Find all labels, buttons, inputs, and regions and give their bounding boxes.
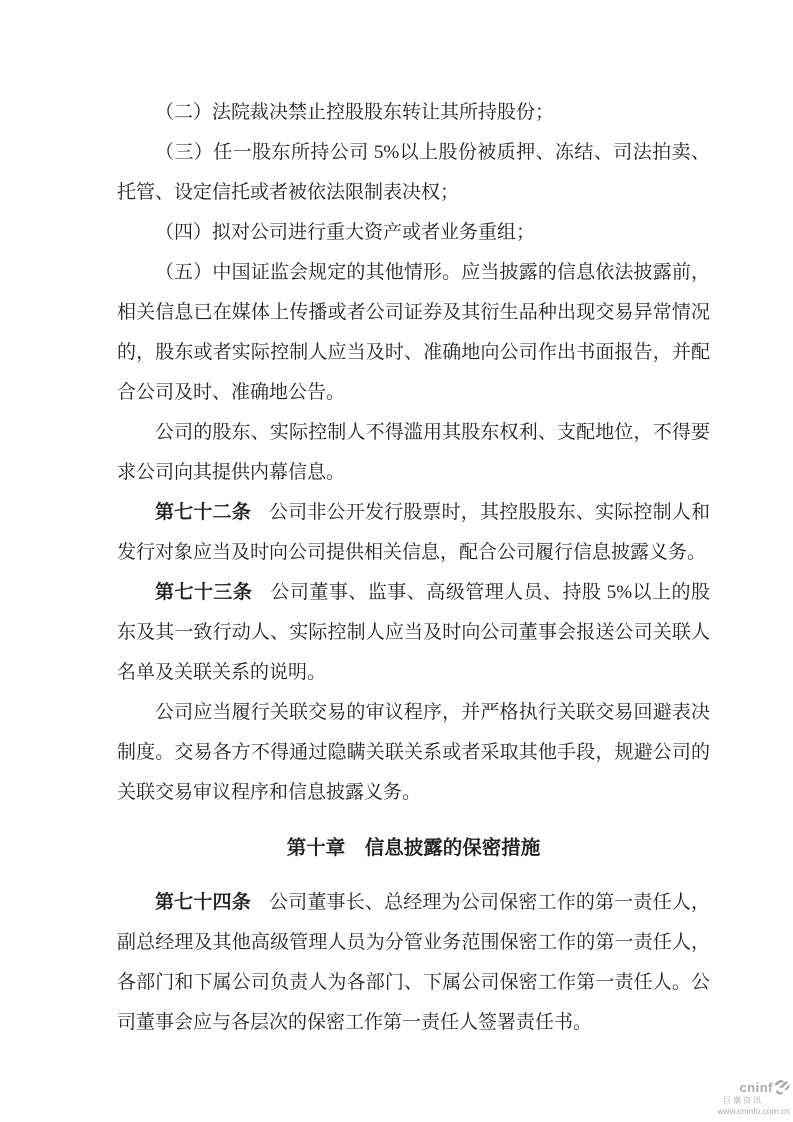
article-73-text: 公司董事、监事、高级管理人员、持股 5%以上的股东及其一致行动人、实际控制人应当及时向公司董事会报送公司关联人名单及关联关系的说明。: [117, 582, 710, 683]
paragraph-text: （四）拟对公司进行重大资产或者业务重组；: [155, 222, 536, 243]
cninfo-logo-text: cninf: [739, 1079, 773, 1095]
paragraph-item-4: [117, 213, 710, 253]
article-73-number: 第七十三条: [155, 582, 253, 603]
paragraph-text: （二）法院裁决禁止控股股东转让其所持股份；: [155, 102, 555, 123]
paragraph-item-5: [117, 253, 710, 413]
document-body: [117, 93, 710, 1043]
cninfo-watermark: [706, 1080, 790, 1116]
paragraph-text: 公司应当履行关联交易的审议程序，并严格执行关联交易回避表决制度。交易各方不得通过隐瞒关联关系或者采取其他手段，规避公司的关联交易审议程序和信息披露义务。: [117, 702, 710, 803]
paragraph-item-2: [117, 93, 710, 133]
article-73: [117, 573, 710, 693]
paragraph-item-3: [117, 133, 710, 213]
cninfo-swirl-icon: [774, 1080, 790, 1095]
article-74-text: 公司董事长、总经理为公司保密工作的第一责任人，副总经理及其他高级管理人员为分管业务范围保密工作的第一责任人，各部门和下属公司负责人为各部门、下属公司保密工作第一责任人。公司董事会应与各层次的保密工作第一责任人签署责任书。: [117, 892, 710, 1033]
article-72-number: 第七十二条: [155, 502, 251, 523]
cninfo-logo-chinese: 巨潮资讯: [723, 1095, 763, 1105]
paragraph-related-transactions: [117, 693, 710, 813]
article-72: [117, 493, 710, 573]
article-74: [117, 883, 710, 1043]
article-74-number: 第七十四条: [155, 892, 251, 913]
paragraph-text: 公司的股东、实际控制人不得滥用其股东权利、支配地位，不得要求公司向其提供内幕信息。: [117, 422, 710, 483]
chapter-10-heading: 第十章 信息披露的保密措施: [286, 838, 541, 859]
paragraph-shareholder-duty: [117, 413, 710, 493]
article-72-text: 公司非公开发行股票时，其控股股东、实际控制人和发行对象应当及时向公司提供相关信息，配合公司履行信息披露义务。: [117, 502, 710, 563]
paragraph-text: （五）中国证监会规定的其他情形。应当披露的信息依法披露前，相关信息已在媒体上传播或者公司证券及其衍生品种出现交易异常情况的，股东或者实际控制人应当及时、准确地向公司作出书面报告，并配合公司及时、准确地公告。: [117, 262, 710, 403]
cninfo-logo-row: [706, 1080, 790, 1095]
paragraph-text: （三）任一股东所持公司 5%以上股份被质押、冻结、司法拍卖、托管、设定信托或者被依法限制表决权；: [117, 142, 710, 203]
cninfo-logo-url: www.cninfo.com.cn: [717, 1105, 790, 1116]
